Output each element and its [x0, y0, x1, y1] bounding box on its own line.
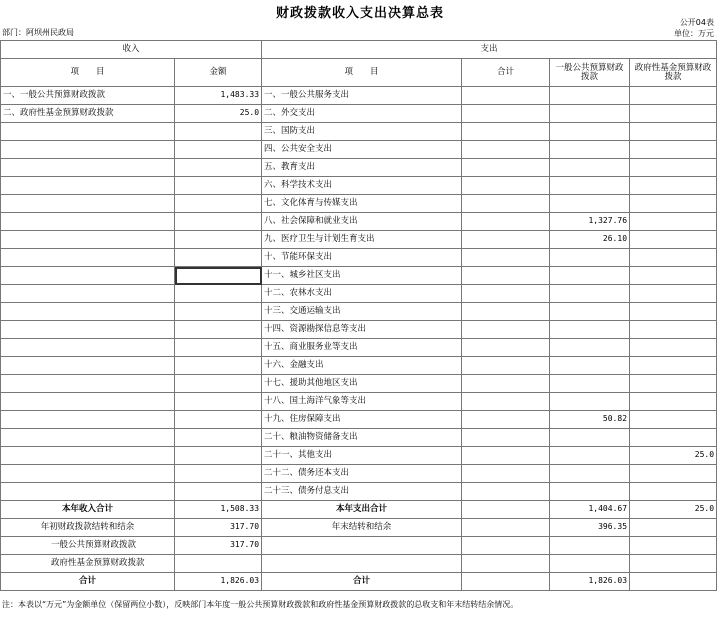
general-budget-cell[interactable]: [550, 141, 630, 159]
fund-budget-cell[interactable]: [630, 483, 717, 501]
income-item-cell[interactable]: 二、政府性基金预算财政拨款: [1, 105, 175, 123]
income-amount-cell[interactable]: 25.0: [175, 105, 262, 123]
expense-total-cell[interactable]: [462, 123, 550, 141]
income-item-cell[interactable]: 一、一般公共预算财政拨款: [1, 87, 175, 105]
general-budget-cell[interactable]: [550, 483, 630, 501]
empty-cell[interactable]: [462, 555, 550, 573]
grand-total-right[interactable]: [462, 573, 550, 591]
expense-total-cell[interactable]: [462, 357, 550, 375]
carry-out-general[interactable]: 396.35: [550, 519, 630, 537]
table-row: [1, 429, 717, 447]
expense-item-cell[interactable]: 四、公共安全支出: [262, 141, 462, 159]
fund-budget-cell[interactable]: [630, 231, 717, 249]
department-label: 部门：阿坝州民政局: [2, 28, 74, 37]
expense-total-cell[interactable]: [462, 429, 550, 447]
expense-total-cell[interactable]: [462, 375, 550, 393]
income-amount-cell[interactable]: [175, 123, 262, 141]
carry-fund-label[interactable]: 政府性基金预算财政拨款: [1, 555, 175, 573]
form-number: 公开04表: [679, 18, 714, 27]
table-row: [1, 393, 717, 411]
general-budget-cell[interactable]: [550, 159, 630, 177]
empty-cell[interactable]: [462, 537, 550, 555]
general-budget-cell[interactable]: 26.10: [550, 231, 630, 249]
general-budget-cell[interactable]: [550, 267, 630, 285]
income-amount-cell[interactable]: [175, 285, 262, 303]
income-amount-cell[interactable]: [175, 483, 262, 501]
income-item-cell[interactable]: [1, 411, 175, 429]
income-amount-cell[interactable]: [175, 321, 262, 339]
year-income-total-label[interactable]: 本年收入合计: [1, 501, 175, 519]
expense-total-cell[interactable]: [462, 141, 550, 159]
table-row: [1, 123, 717, 141]
income-amount-cell[interactable]: [175, 231, 262, 249]
grand-total-general-right[interactable]: 1,826.03: [550, 573, 630, 591]
expense-total-cell[interactable]: [462, 249, 550, 267]
table-row: [1, 483, 717, 501]
unit-label: 单位：万元: [674, 29, 714, 38]
general-budget-cell[interactable]: [550, 465, 630, 483]
fund-budget-cell[interactable]: [630, 411, 717, 429]
fund-budget-cell[interactable]: [630, 195, 717, 213]
general-budget-cell[interactable]: [550, 375, 630, 393]
income-amount-header: 金额: [175, 59, 262, 87]
fund-budget-cell[interactable]: [630, 429, 717, 447]
income-item-cell[interactable]: [1, 141, 175, 159]
income-item-cell[interactable]: [1, 393, 175, 411]
income-amount-cell[interactable]: [175, 357, 262, 375]
expense-total-cell[interactable]: [462, 159, 550, 177]
expense-item-cell[interactable]: 二十三、债务付息支出: [262, 483, 462, 501]
income-item-cell[interactable]: [1, 213, 175, 231]
table-row: [1, 159, 717, 177]
empty-cell[interactable]: [630, 555, 717, 573]
general-budget-cell[interactable]: [550, 249, 630, 267]
fund-budget-cell[interactable]: [630, 249, 717, 267]
income-amount-cell[interactable]: [175, 195, 262, 213]
expense-total-cell[interactable]: [462, 465, 550, 483]
expense-item-cell[interactable]: 十七、援助其他地区支出: [262, 375, 462, 393]
general-budget-cell[interactable]: 1,327.76: [550, 213, 630, 231]
fund-budget-cell[interactable]: 25.0: [630, 447, 717, 465]
general-budget-cell[interactable]: [550, 357, 630, 375]
general-budget-cell[interactable]: [550, 195, 630, 213]
income-amount-cell[interactable]: [175, 375, 262, 393]
general-budget-cell[interactable]: [550, 285, 630, 303]
carry-in-amount[interactable]: 317.70: [175, 519, 262, 537]
footer-note: 注：本表以“万元”为金额单位（保留两位小数），反映部门本年度一般公共预算财政拨款和政府性基金预算财政拨款的总收支和年末结转结余情况。: [2, 600, 519, 609]
expense-item-cell[interactable]: 七、文化体育与传媒支出: [262, 195, 462, 213]
general-budget-cell[interactable]: [550, 393, 630, 411]
income-amount-cell[interactable]: [175, 303, 262, 321]
fund-budget-cell[interactable]: [630, 213, 717, 231]
general-budget-cell[interactable]: [550, 105, 630, 123]
income-amount-cell[interactable]: [175, 339, 262, 357]
fund-budget-cell[interactable]: [630, 357, 717, 375]
empty-cell[interactable]: [262, 537, 462, 555]
expense-item-cell[interactable]: 十三、交通运输支出: [262, 303, 462, 321]
carry-out-total[interactable]: [462, 519, 550, 537]
expense-item-cell[interactable]: 二十一、其他支出: [262, 447, 462, 465]
table-row: [1, 303, 717, 321]
expense-item-cell[interactable]: 十五、商业服务业等支出: [262, 339, 462, 357]
fund-budget-cell[interactable]: [630, 465, 717, 483]
income-item-cell[interactable]: [1, 483, 175, 501]
report-title: 财政拨款收入支出决算总表: [275, 6, 444, 21]
fund-budget-cell[interactable]: [630, 285, 717, 303]
income-item-cell[interactable]: [1, 357, 175, 375]
general-budget-cell[interactable]: [550, 123, 630, 141]
expense-total-cell[interactable]: [462, 267, 550, 285]
year-expense-fund[interactable]: 25.0: [630, 501, 717, 519]
income-amount-cell[interactable]: [175, 447, 262, 465]
income-amount-cell[interactable]: 1,483.33: [175, 87, 262, 105]
income-amount-cell[interactable]: [175, 411, 262, 429]
expense-item-cell[interactable]: 二十二、债务还本支出: [262, 465, 462, 483]
carry-in-label[interactable]: 年初财政拨款结转和结余: [1, 519, 175, 537]
expense-item-cell[interactable]: 十九、住房保障支出: [262, 411, 462, 429]
expense-item-cell[interactable]: 十四、资源勘探信息等支出: [262, 321, 462, 339]
empty-cell[interactable]: [550, 555, 630, 573]
fund-budget-cell[interactable]: [630, 303, 717, 321]
carry-out-label[interactable]: 年末结转和结余: [262, 519, 462, 537]
fund-budget-cell[interactable]: [630, 141, 717, 159]
year-expense-total-label[interactable]: 本年支出合计: [262, 501, 462, 519]
carry-fund-amount[interactable]: [175, 555, 262, 573]
expense-total-cell[interactable]: [462, 87, 550, 105]
fund-budget-cell[interactable]: [630, 123, 717, 141]
income-item-cell[interactable]: [1, 159, 175, 177]
expense-total-cell[interactable]: [462, 483, 550, 501]
table-row: [1, 465, 717, 483]
table-row: [1, 87, 717, 105]
table-row: [1, 105, 717, 123]
expense-item-cell[interactable]: 二、外交支出: [262, 105, 462, 123]
income-amount-cell[interactable]: [175, 141, 262, 159]
year-expense-general[interactable]: 1,404.67: [550, 501, 630, 519]
empty-cell[interactable]: [262, 555, 462, 573]
general-budget-cell[interactable]: [550, 321, 630, 339]
expense-item-header: 项 目: [262, 59, 462, 87]
table-row: [1, 321, 717, 339]
expense-item-cell[interactable]: 十六、金融支出: [262, 357, 462, 375]
table-row: [1, 411, 717, 429]
income-item-cell[interactable]: [1, 429, 175, 447]
expense-total-cell[interactable]: [462, 213, 550, 231]
income-item-cell[interactable]: [1, 249, 175, 267]
income-item-cell[interactable]: [1, 195, 175, 213]
table-row: [1, 339, 717, 357]
general-budget-cell[interactable]: [550, 429, 630, 447]
carry-general-label[interactable]: 一般公共预算财政拨款: [1, 537, 175, 555]
income-item-cell[interactable]: [1, 321, 175, 339]
expense-total-cell[interactable]: [462, 177, 550, 195]
expense-total-cell[interactable]: [462, 411, 550, 429]
carry-out-fund[interactable]: [630, 519, 717, 537]
expense-item-cell[interactable]: 十、节能环保支出: [262, 249, 462, 267]
general-budget-cell[interactable]: 50.82: [550, 411, 630, 429]
fund-budget-cell[interactable]: [630, 177, 717, 195]
income-amount-cell[interactable]: [175, 267, 262, 285]
income-amount-cell[interactable]: [175, 429, 262, 447]
income-section-header: 收入: [1, 41, 262, 59]
income-item-cell[interactable]: [1, 303, 175, 321]
general-budget-cell[interactable]: [550, 339, 630, 357]
year-income-total-amount[interactable]: 1,508.33: [175, 501, 262, 519]
expense-item-cell[interactable]: 一、一般公共服务支出: [262, 87, 462, 105]
expense-total-cell[interactable]: [462, 447, 550, 465]
expense-total-cell[interactable]: [462, 339, 550, 357]
expense-item-cell[interactable]: 八、社会保障和就业支出: [262, 213, 462, 231]
fund-budget-cell[interactable]: [630, 393, 717, 411]
expense-total-cell[interactable]: [462, 231, 550, 249]
table-row: [1, 249, 717, 267]
expense-total-cell[interactable]: [462, 285, 550, 303]
table-row: [1, 195, 717, 213]
expense-section-header: 支出: [262, 41, 717, 59]
income-amount-cell[interactable]: [175, 465, 262, 483]
expense-item-cell[interactable]: 二十、粮油物资储备支出: [262, 429, 462, 447]
income-amount-cell[interactable]: [175, 159, 262, 177]
expense-item-cell[interactable]: 十一、城乡社区支出: [262, 267, 462, 285]
income-item-cell[interactable]: [1, 447, 175, 465]
general-budget-cell[interactable]: [550, 177, 630, 195]
table-row: [1, 177, 717, 195]
income-item-cell[interactable]: [1, 267, 175, 285]
fund-budget-cell[interactable]: [630, 321, 717, 339]
fund-budget-header: 政府性基金预算财政拨款: [630, 59, 717, 87]
expense-total-cell[interactable]: [462, 393, 550, 411]
expense-item-cell[interactable]: 九、医疗卫生与计划生育支出: [262, 231, 462, 249]
table-row: [1, 357, 717, 375]
income-item-cell[interactable]: [1, 375, 175, 393]
table-row: [1, 213, 717, 231]
fund-budget-cell[interactable]: [630, 375, 717, 393]
grand-total-label-left[interactable]: 合计: [1, 573, 175, 591]
expense-total-cell[interactable]: [462, 321, 550, 339]
income-item-header: 项 目: [1, 59, 175, 87]
grand-total-fund-right[interactable]: [630, 573, 717, 591]
table-row: [1, 285, 717, 303]
income-item-cell[interactable]: [1, 177, 175, 195]
expense-total-cell[interactable]: [462, 303, 550, 321]
income-amount-cell[interactable]: [175, 213, 262, 231]
expense-item-cell[interactable]: 六、科学技术支出: [262, 177, 462, 195]
table-row: [1, 447, 717, 465]
expense-item-cell[interactable]: 三、国防支出: [262, 123, 462, 141]
empty-cell[interactable]: [630, 537, 717, 555]
empty-cell[interactable]: [550, 537, 630, 555]
fund-budget-cell[interactable]: [630, 267, 717, 285]
carry-general-amount[interactable]: 317.70: [175, 537, 262, 555]
expense-item-cell[interactable]: 五、教育支出: [262, 159, 462, 177]
income-amount-cell[interactable]: [175, 393, 262, 411]
total-header: 合计: [462, 59, 550, 87]
general-budget-cell[interactable]: [550, 447, 630, 465]
income-item-cell[interactable]: [1, 339, 175, 357]
expense-total-cell[interactable]: [462, 105, 550, 123]
fund-budget-cell[interactable]: [630, 87, 717, 105]
table-row: [1, 231, 717, 249]
expense-item-cell[interactable]: 十八、国土海洋气象等支出: [262, 393, 462, 411]
general-budget-header: 一般公共预算财政拨款: [550, 59, 630, 87]
income-item-cell[interactable]: [1, 123, 175, 141]
grand-total-amount-left[interactable]: 1,826.03: [175, 573, 262, 591]
income-amount-cell[interactable]: [175, 177, 262, 195]
general-budget-cell[interactable]: [550, 87, 630, 105]
final-accounts-table: [0, 40, 717, 591]
year-expense-total[interactable]: [462, 501, 550, 519]
table-row: [1, 141, 717, 159]
fund-budget-cell[interactable]: [630, 159, 717, 177]
table-row: [1, 267, 717, 285]
income-item-cell[interactable]: [1, 231, 175, 249]
income-item-cell[interactable]: [1, 285, 175, 303]
fund-budget-cell[interactable]: [630, 339, 717, 357]
grand-total-label-right[interactable]: 合计: [262, 573, 462, 591]
expense-total-cell[interactable]: [462, 195, 550, 213]
fund-budget-cell[interactable]: [630, 105, 717, 123]
income-amount-cell[interactable]: [175, 249, 262, 267]
table-row: [1, 375, 717, 393]
income-item-cell[interactable]: [1, 465, 175, 483]
expense-item-cell[interactable]: 十二、农林水支出: [262, 285, 462, 303]
general-budget-cell[interactable]: [550, 303, 630, 321]
